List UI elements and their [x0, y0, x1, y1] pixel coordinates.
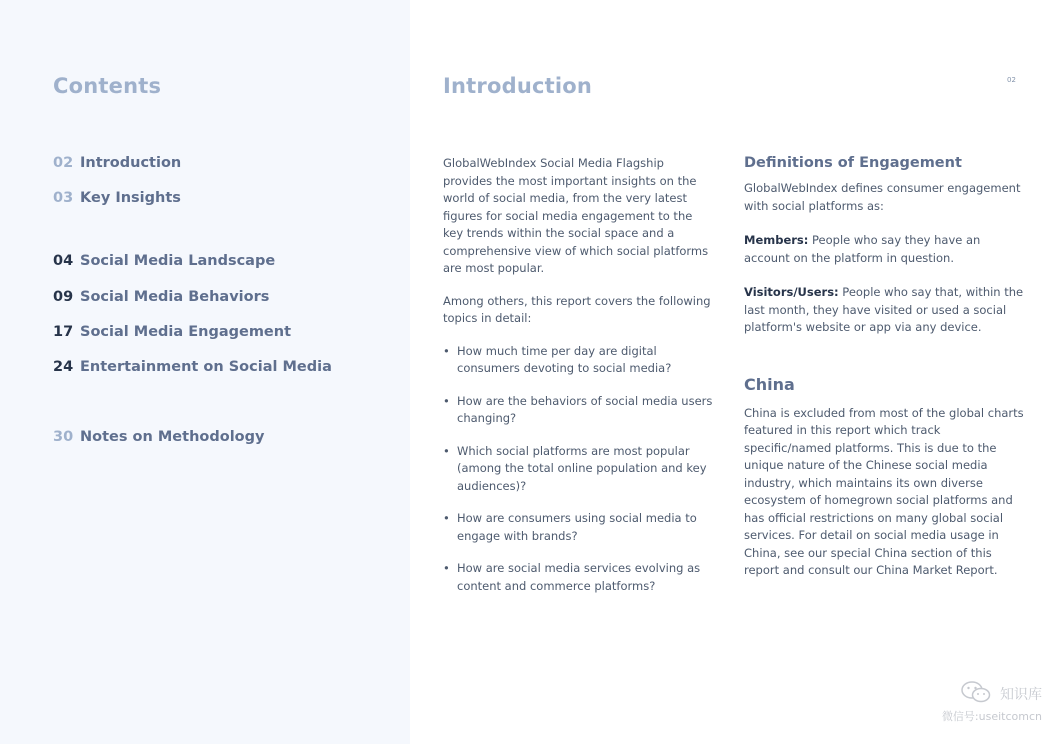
definition-members [744, 232, 1026, 267]
watermark [942, 680, 1042, 724]
bullet-icon: • [443, 561, 450, 575]
toc-page-number: 04 [53, 253, 74, 269]
topic-text: How are the behaviors of social media users changing? [457, 393, 713, 425]
page-title: Introduction [443, 74, 593, 98]
definition-text: People who say that, within the last month, they have visited or used a social platform's website or app via any device. [744, 285, 1024, 334]
bullet-icon: • [443, 393, 450, 408]
toc-page-number: 02 [53, 155, 74, 171]
toc-label: Notes on Methodology [80, 429, 265, 445]
toc-item-introduction[interactable] [53, 155, 181, 171]
wechat-icon [960, 680, 992, 707]
definition-visitors [744, 284, 1026, 337]
list-item [443, 343, 713, 378]
page-number: 02 [1007, 76, 1016, 84]
toc-page-number: 09 [53, 289, 74, 305]
definition-term: Visitors/Users: [744, 285, 839, 299]
toc-item-social-media-landscape[interactable] [53, 253, 275, 269]
topic-text: Which social platforms are most popular (among the total online population and key audiences)? [457, 443, 707, 493]
topic-text: How are social media services evolving as content and commerce platforms? [457, 561, 701, 593]
topics-list [443, 343, 713, 596]
bullet-icon: • [443, 343, 450, 358]
toc-label: Introduction [80, 155, 182, 171]
definitions-column [744, 155, 1026, 580]
topics-lead-paragraph: Among others, this report covers the following topics in detail: [443, 293, 711, 325]
toc-label: Key Insights [80, 190, 181, 206]
toc-page-number: 03 [53, 190, 74, 206]
definitions-heading: Definitions of Engagement [744, 155, 962, 171]
toc-label: Social Media Engagement [80, 324, 292, 340]
definitions-intro: GlobalWebIndex defines consumer engagement with social platforms as: [744, 181, 1021, 213]
watermark-brand: 知识库 [1000, 686, 1042, 703]
list-item [443, 393, 713, 428]
list-item [443, 560, 713, 595]
toc-item-social-media-behaviors[interactable] [53, 289, 269, 305]
toc-page-number: 24 [53, 359, 74, 375]
definition-term: Members: [744, 233, 809, 247]
toc-item-social-media-engagement[interactable] [53, 324, 291, 340]
china-paragraph: China is excluded from most of the global charts featured in this report which track specific/named platforms. This is due to the unique nature of the Chinese social media industry, which maintains its own diverse ecosystem of homegrown social platforms and has official restrictions on many global social services. For detail on social media usage in China, see our special China section of this report and consult our China Market Report. [744, 405, 1024, 577]
bullet-icon: • [443, 511, 450, 525]
list-item [443, 510, 713, 545]
toc-label: Entertainment on Social Media [80, 359, 332, 375]
definition-text: People who say they have an account on the platform in question. [744, 233, 981, 265]
toc-item-entertainment-on-social-media[interactable] [53, 359, 332, 375]
toc-page-number: 30 [53, 429, 74, 445]
toc-page-number: 17 [53, 324, 74, 340]
toc-item-key-insights[interactable] [53, 190, 181, 206]
watermark-account: 微信号:useitcomcn [941, 710, 1042, 723]
intro-column [443, 155, 713, 610]
list-item [443, 443, 713, 496]
topic-text: How much time per day are digital consumers devoting to social media? [457, 343, 672, 375]
toc-label: Social Media Behaviors [80, 289, 270, 305]
topic-text: How are consumers using social media to engage with brands? [457, 511, 697, 543]
toc-label: Social Media Landscape [80, 253, 276, 269]
contents-title: Contents [53, 74, 162, 98]
china-heading: China [744, 374, 795, 394]
toc-item-notes-on-methodology[interactable] [53, 429, 264, 445]
intro-paragraph: GlobalWebIndex Social Media Flagship provides the most important insights on the world of social media, from the very latest figures for social media engagement to the key trends within the social space and a comprehensive view of which social platforms are most popular. [443, 156, 709, 275]
bullet-icon: • [443, 443, 450, 458]
contents-sidebar [0, 0, 410, 744]
